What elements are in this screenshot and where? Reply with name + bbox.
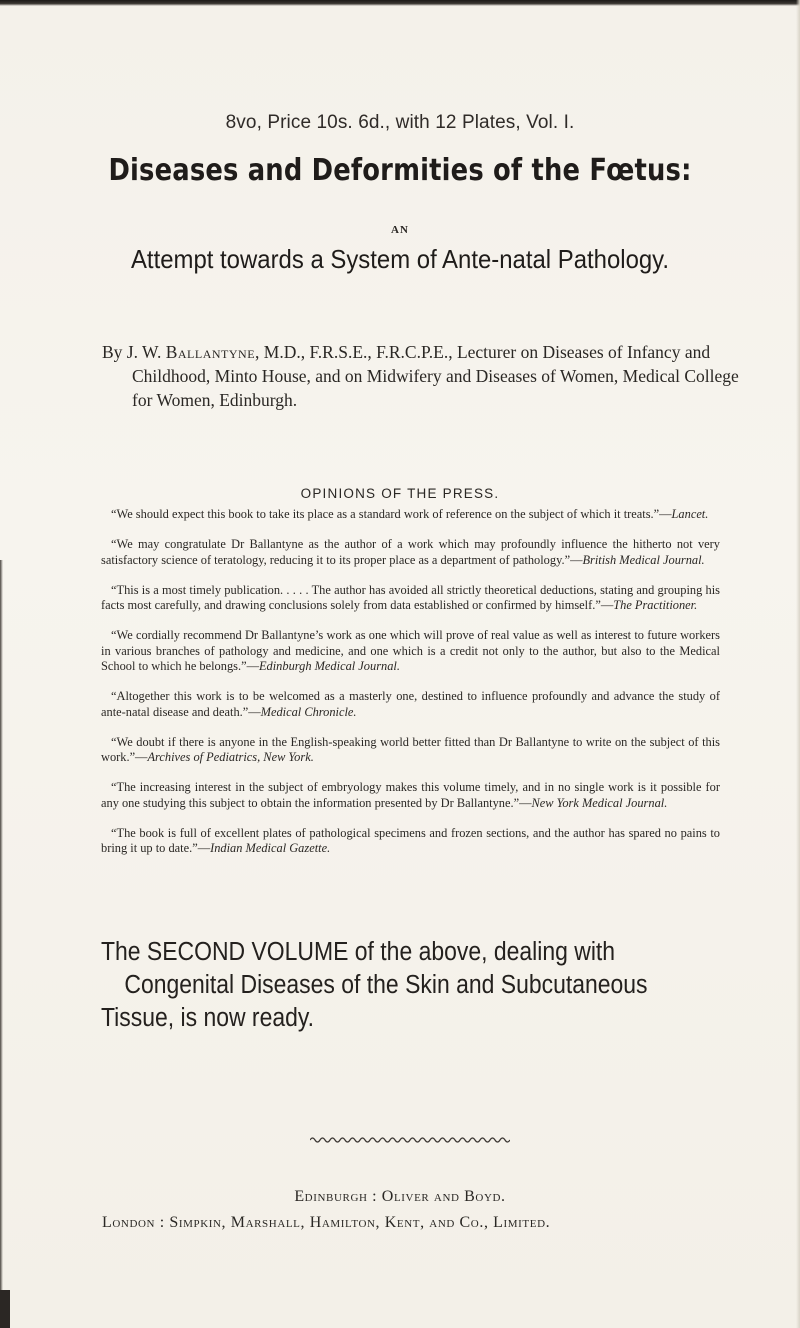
imprint-edinburgh: Edinburgh : Oliver and Boyd. [294,1188,506,1205]
quote-source: Medical Chronicle. [260,704,357,719]
book-subtitle: Attempt towards a System of Ante-natal Pathology. [130,244,670,274]
opinions-heading: OPINIONS OF THE PRESS. [300,486,500,501]
page-right-edge [796,0,800,1328]
quote-text: “The book is full of excellent plates of pathological specimens and frozen sections, and the author has spared no pains to bring it up to date.”— [101,825,720,855]
quote-source: The Practitioner. [613,598,698,612]
quote-source: New York Medical Journal. [531,795,668,810]
quote-text: “We doubt if there is anyone in the English-speaking world better fitted than Dr Ballantyne to write on the subject of this work.”— [101,734,720,764]
press-quote [101,507,720,523]
press-quote [101,689,720,720]
quote-source: Lancet. [671,507,709,521]
press-quote [101,735,720,766]
quote-text: “We cordially recommend Dr Ballantyne’s work as one which will prove of real value as well as interest to future workers in various branches of pathology and medicine, and one which is a credit not only to the author, but also to the Medical School to which he belongs.”— [101,628,720,673]
announcement-line: Tissue, is now ready. [101,1004,315,1032]
press-quote [101,826,720,857]
announcement-line: Congenital Diseases of the Skin and Subcutaneous [124,971,648,999]
quote-text: “We should expect this book to take its place as a standard work of reference on the subject of which it treats.”— [111,507,672,521]
quote-text: “Altogether this work is to be welcomed as a masterly one, destined to influence profoundly and advance the study of ante-natal disease and death.”— [101,689,720,719]
page-corner-shadow [0,1290,10,1328]
author-credentials: , M.D., F.R.S.E., F.R.C.P.E., Lecturer on Diseases of Infancy and Childhood, Minto House, and on Midwifery and Diseases of Women, Medical College for Women, Edinburgh. [132,342,739,410]
press-quote [101,780,720,811]
book-title: Diseases and Deformities of the Fœtus: [108,153,692,188]
second-volume-announcement [101,936,731,1035]
page-left-edge [0,560,3,1328]
author-surname: Ballantyne [165,342,256,362]
quote-text: “This is a most timely publication. . . . . The author has avoided all strictly theoretical deductions, stating and grouping his facts most carefully, and drawing conclusions solely from data established or confirmed by himself.”— [101,582,720,612]
quote-source: Archives of Pediatrics, New York. [147,750,314,764]
press-quote [101,583,720,614]
announcement-line: The SECOND VOLUME of the above, dealing with [101,938,616,966]
author-prefix: By J. W. [102,342,162,362]
price-line: 8vo, Price 10s. 6d., with 12 Plates, Vol. I. [225,112,575,133]
quote-text: “We may congratulate Dr Ballantyne as the author of a work which may profoundly influence the hitherto not very satisfactory science of teratology, reducing it to its proper place as a department of pathology.”— [101,537,720,567]
wavy-rule-ornament [310,1136,510,1144]
author-byline [102,340,752,412]
title-connector: AN [391,224,409,236]
imprint-london: London : Simpkin, Marshall, Hamilton, Kent, and Co., Limited. [102,1214,551,1231]
press-quote [101,537,720,568]
page-top-edge [0,0,800,6]
press-quote [101,628,720,675]
quote-source: Edinburgh Medical Journal. [258,659,400,673]
quote-source: Indian Medical Gazette. [210,841,331,855]
press-quotes [101,507,720,871]
quote-text: “The increasing interest in the subject of embryology makes this volume timely, and in no single work is it possible for any one studying this subject to obtain the information presented by Dr Ballantyne.”— [101,780,720,810]
quote-source: British Medical Journal. [582,552,705,567]
